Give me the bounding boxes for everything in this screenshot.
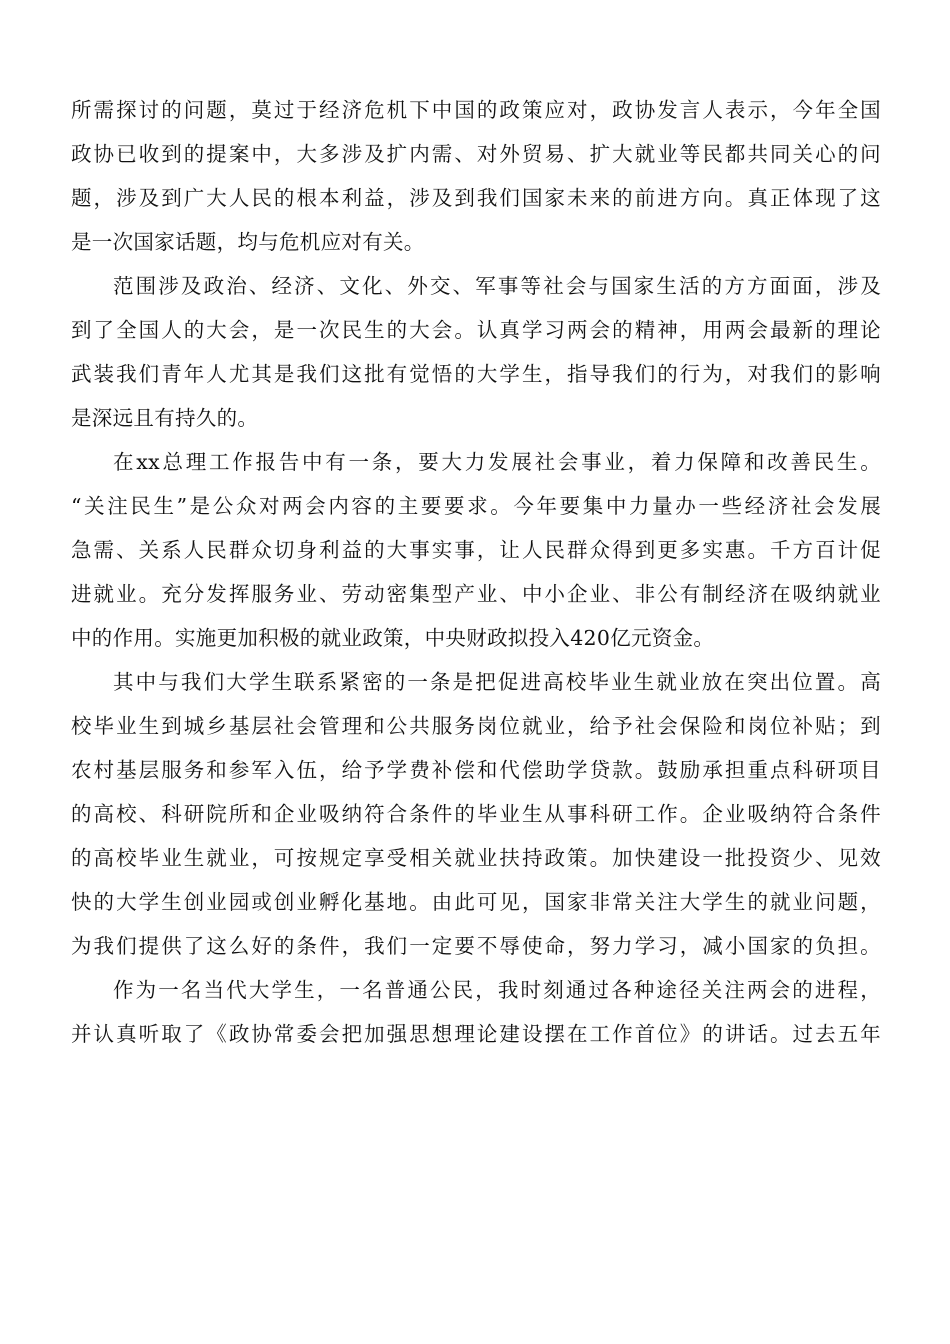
text-line: 急需、关系人民群众切身利益的大事实事，让人民群众得到更多实惠。千方百计促 [71,538,881,562]
paragraph-2 [71,264,881,440]
text-line: 校毕业生到城乡基层社会管理和公共服务岗位就业，给予社会保险和岗位补贴；到 [71,714,881,738]
text-line: 并认真听取了《政协常委会把加强思想理论建设摆在工作首位》的讲话。过去五年 [71,1022,881,1046]
text-line: 的高校、科研院所和企业吸纳符合条件的毕业生从事科研工作。企业吸纳符合条件 [71,802,881,826]
text-line: 政协已收到的提案中，大多涉及扩内需、对外贸易、扩大就业等民都共同关心的问 [71,142,881,166]
text-line: 其中与我们大学生联系紧密的一条是把促进高校毕业生就业放在突出位置。高 [113,670,881,694]
document-body [71,88,881,1056]
text-line: 范围涉及政治、经济、文化、外交、军事等社会与国家生活的方方面面，涉及 [113,274,881,298]
text-line: “关注民生”是公众对两会内容的主要要求。今年要集中力量办一些经济社会发展 [71,494,881,518]
paragraph-5 [71,968,881,1056]
text-line: 是深远且有持久的。 [71,406,259,430]
text-line: 武装我们青年人尤其是我们这批有觉悟的大学生，指导我们的行为，对我们的影响 [71,362,881,386]
text-line: 进就业。充分发挥服务业、劳动密集型产业、中小企业、非公有制经济在吸纳就业 [71,582,881,606]
text-line: 农村基层服务和参军入伍，给予学费补偿和代偿助学贷款。鼓励承担重点科研项目 [71,758,881,782]
text-line: 在xx总理工作报告中有一条，要大力发展社会事业，着力保障和改善民生。 [113,450,881,474]
text-line: 是一次国家话题，均与危机应对有关。 [71,230,425,254]
paragraph-1 [71,88,881,264]
text-line: 中的作用。实施更加积极的就业政策，中央财政拟投入420亿元资金。 [71,626,715,650]
text-line: 所需探讨的问题，莫过于经济危机下中国的政策应对，政协发言人表示，今年全国 [71,98,881,122]
text-line: 作为一名当代大学生，一名普通公民，我时刻通过各种途径关注两会的进程， [113,978,881,1002]
text-line: 为我们提供了这么好的条件，我们一定要不辱使命，努力学习，减小国家的负担。 [71,934,881,958]
text-line: 的高校毕业生就业，可按规定享受相关就业扶持政策。加快建设一批投资少、见效 [71,846,881,870]
text-line: 快的大学生创业园或创业孵化基地。由此可见，国家非常关注大学生的就业问题， [71,890,881,914]
text-line: 到了全国人的大会，是一次民生的大会。认真学习两会的精神，用两会最新的理论 [71,318,881,342]
text-line: 题，涉及到广大人民的根本利益，涉及到我们国家未来的前进方向。真正体现了这 [71,186,881,210]
paragraph-3 [71,440,881,660]
paragraph-4 [71,660,881,968]
